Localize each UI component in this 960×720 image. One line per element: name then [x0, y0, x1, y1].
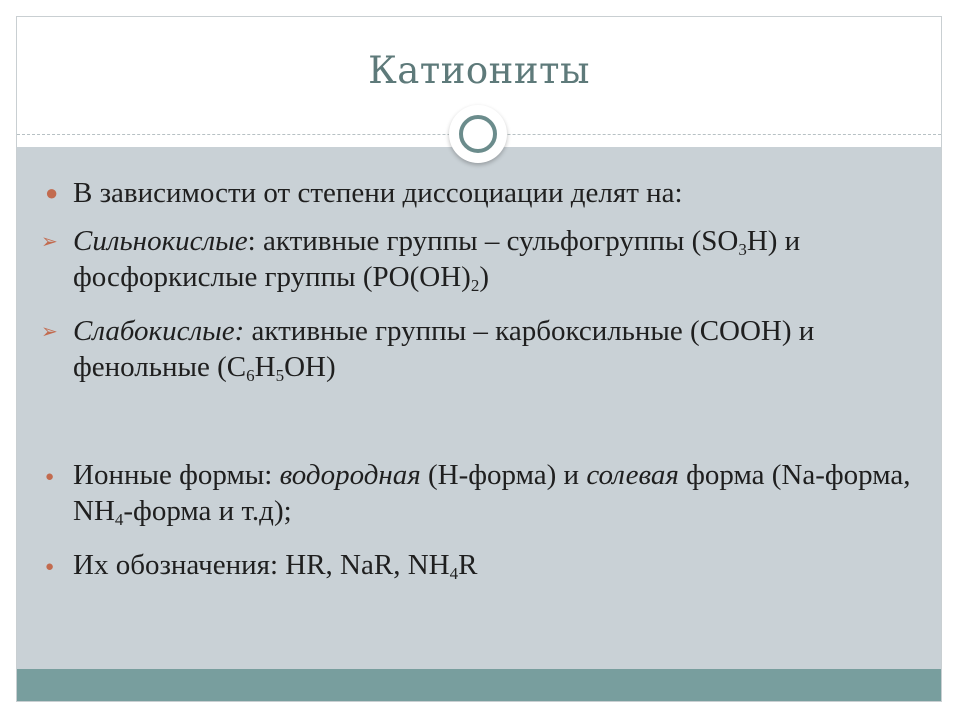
list-item: [39, 547, 939, 583]
bullet-dot-icon: ●: [45, 469, 55, 485]
subscript: 4: [114, 510, 124, 529]
item-text: -форма и т.д);: [123, 495, 292, 527]
slide: [16, 16, 942, 702]
slide-content: [39, 175, 939, 583]
subscript: 4: [449, 564, 459, 583]
list-item: [39, 175, 939, 211]
ring-inner: [459, 115, 497, 153]
subscript: 6: [246, 366, 255, 385]
list-item: [39, 223, 939, 295]
em-hydrogen: водородная: [279, 459, 421, 491]
slide-title: Катиониты: [368, 49, 590, 92]
term-weak-acid: Слабокислые:: [73, 315, 245, 347]
item-text: Их обозначения: HR, NaR, NH: [73, 549, 450, 581]
bullet-dot-icon: ●: [45, 180, 59, 205]
item-text: активные группы – сульфогруппы (SO: [255, 225, 739, 257]
arrow-bullet-icon: ➢: [41, 321, 58, 343]
em-salt: солевая: [586, 459, 679, 491]
footer-bar: [17, 669, 941, 701]
item-text: Ионные формы:: [73, 459, 280, 491]
item-text: В зависимости от степени диссоциации делят на:: [73, 177, 683, 209]
item-text: H) и фосфоркислые группы (PO(OH): [73, 225, 801, 293]
item-text: H: [254, 351, 276, 383]
term-strong-acid: Сильнокислые: [73, 225, 248, 257]
item-text: форма (Na-форма, NH: [73, 459, 911, 527]
item-text: ): [479, 261, 489, 293]
list-item: [39, 313, 939, 385]
bullet-dot-icon: ●: [45, 559, 55, 575]
item-text: R: [458, 549, 478, 581]
item-text: :: [247, 225, 256, 257]
subscript: 2: [470, 276, 480, 295]
subscript: 5: [275, 366, 285, 385]
ring-ornament-icon: [449, 105, 507, 163]
item-text: (H-форма) и: [420, 459, 587, 491]
item-text: активные группы – карбоксильные (COOH) и фенольные (C: [73, 315, 815, 383]
item-text: OH): [284, 351, 336, 383]
subscript: 3: [738, 240, 747, 259]
arrow-bullet-icon: ➢: [41, 231, 58, 253]
list-item: [39, 457, 939, 529]
